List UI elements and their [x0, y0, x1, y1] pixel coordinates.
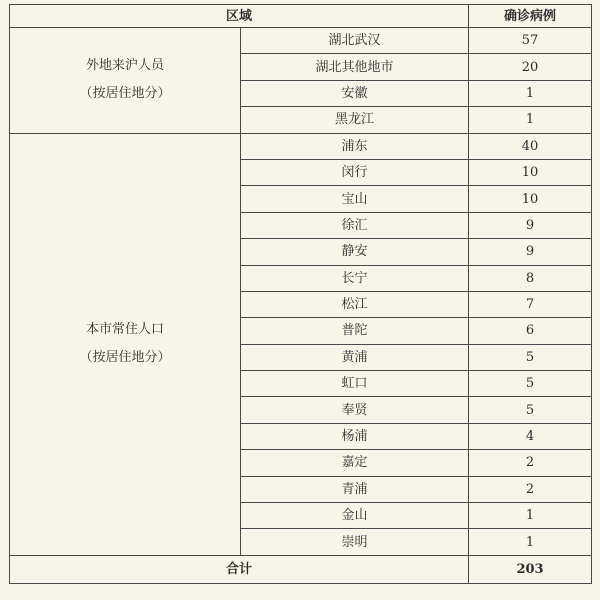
cases-header: 确诊病例: [469, 5, 592, 28]
header-row: [10, 5, 592, 28]
case-count-cell: 40: [469, 133, 592, 159]
district-name-cell: 长宁: [241, 265, 469, 291]
district-name-cell: 奉贤: [241, 397, 469, 423]
case-count-cell: 5: [469, 397, 592, 423]
district-name-cell: 黄浦: [241, 344, 469, 370]
region-header: 区域: [10, 5, 469, 28]
district-name-cell: 嘉定: [241, 450, 469, 476]
group-label-cell: [10, 133, 241, 555]
case-count-cell: 9: [469, 239, 592, 265]
case-count-cell: 9: [469, 212, 592, 238]
total-label-cell: 合计: [10, 555, 469, 583]
group-label-line1: 本市常住人口: [85, 322, 164, 338]
district-name-cell: 宝山: [241, 186, 469, 212]
district-name-cell: 崇明: [241, 529, 469, 555]
district-name-cell: 普陀: [241, 318, 469, 344]
case-count-cell: 7: [469, 291, 592, 317]
case-count-cell: 5: [469, 344, 592, 370]
case-count-cell: 1: [469, 503, 592, 529]
district-name-cell: 杨浦: [241, 423, 469, 449]
total-row: [10, 555, 592, 583]
district-name-cell: 青浦: [241, 476, 469, 502]
table-row: [10, 28, 592, 54]
district-name-cell: 湖北武汉: [241, 28, 469, 54]
district-name-cell: 湖北其他地市: [241, 54, 469, 80]
district-name-cell: 黑龙江: [241, 107, 469, 133]
case-count-cell: 57: [469, 28, 592, 54]
group-label-line2: （按居住地分）: [79, 350, 171, 366]
district-name-cell: 闵行: [241, 159, 469, 185]
district-name-cell: 虹口: [241, 371, 469, 397]
case-count-cell: 5: [469, 371, 592, 397]
case-count-cell: 10: [469, 159, 592, 185]
case-count-cell: 1: [469, 80, 592, 106]
case-count-cell: 2: [469, 476, 592, 502]
district-name-cell: 安徽: [241, 80, 469, 106]
total-count-cell: 203: [469, 555, 592, 583]
case-count-cell: 1: [469, 107, 592, 133]
case-count-cell: 4: [469, 423, 592, 449]
district-name-cell: 徐汇: [241, 212, 469, 238]
district-name-cell: 金山: [241, 503, 469, 529]
case-count-cell: 10: [469, 186, 592, 212]
group-label-cell: [10, 28, 241, 134]
district-name-cell: 静安: [241, 239, 469, 265]
case-count-cell: 8: [469, 265, 592, 291]
case-table-body: [10, 5, 592, 584]
district-name-cell: 浦东: [241, 133, 469, 159]
group-label-line1: 外地来沪人员: [85, 58, 164, 74]
case-count-cell: 1: [469, 529, 592, 555]
case-table: [9, 4, 592, 584]
group-label-line2: （按居住地分）: [79, 86, 171, 102]
case-count-cell: 6: [469, 318, 592, 344]
district-name-cell: 松江: [241, 291, 469, 317]
table-row: [10, 133, 592, 159]
case-count-cell: 2: [469, 450, 592, 476]
case-count-cell: 20: [469, 54, 592, 80]
